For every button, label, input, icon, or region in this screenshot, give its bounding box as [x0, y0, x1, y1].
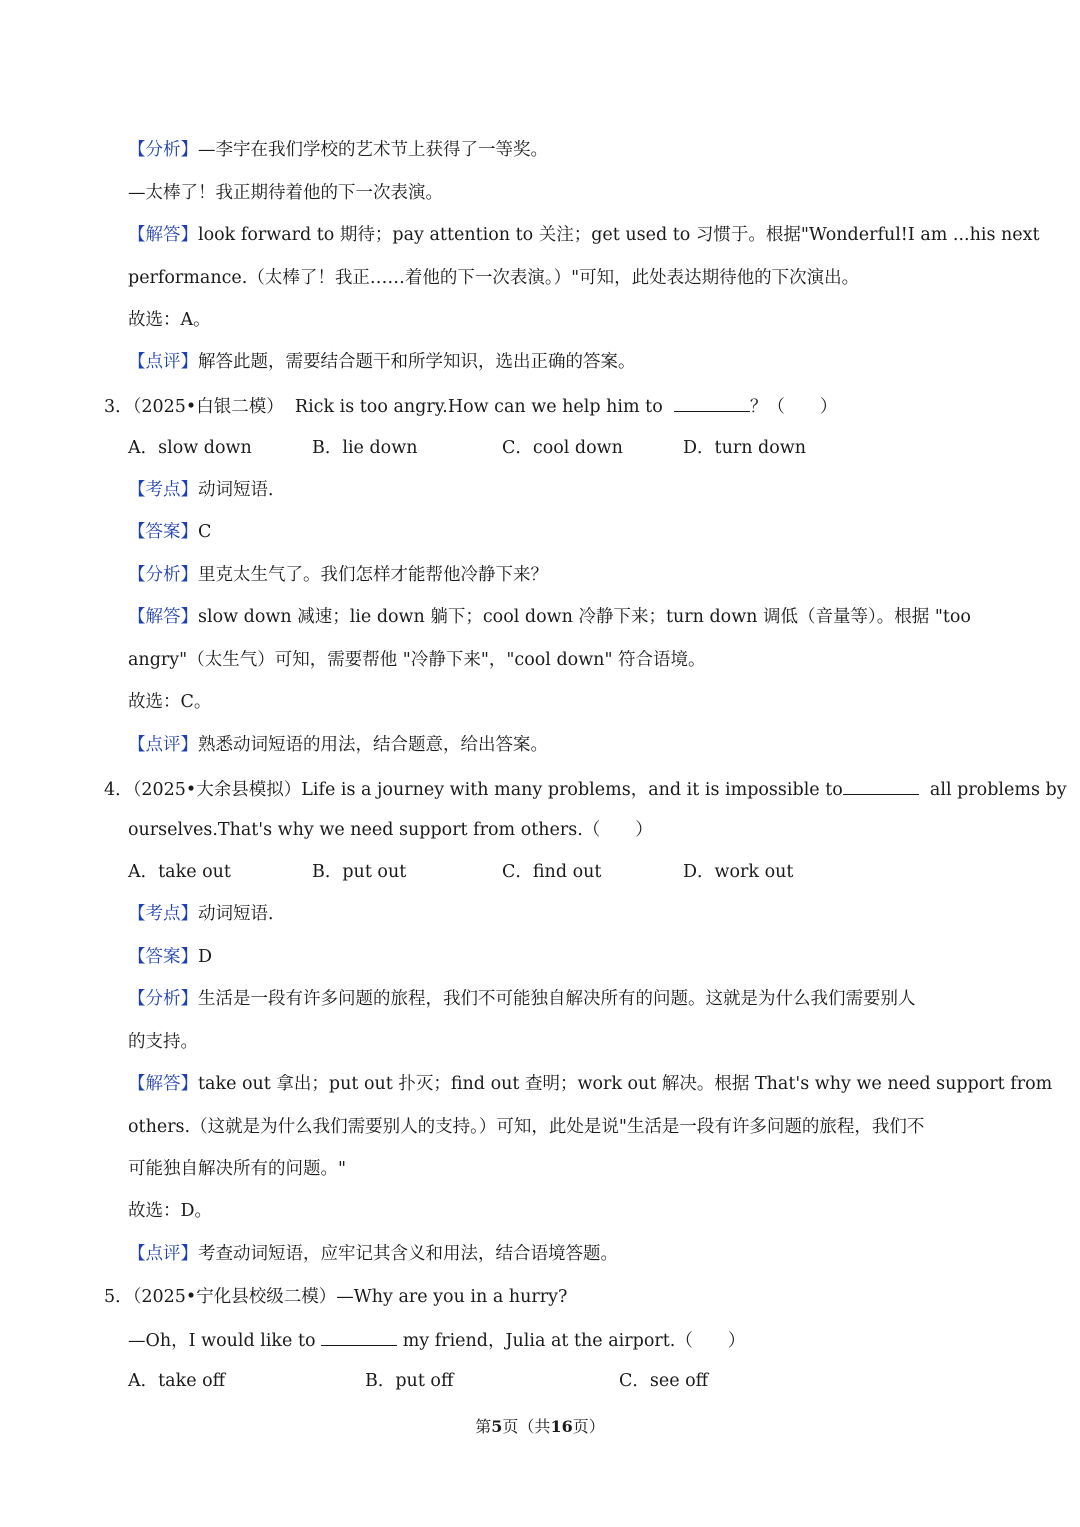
option-a: A．take off: [128, 1371, 226, 1391]
q3-answer-line: [128, 520, 988, 546]
q4-point-line: [128, 902, 988, 928]
q4-analysis-line-2: [128, 1030, 988, 1056]
footer-mid: 页（共: [502, 1417, 551, 1436]
q2-solution-line-2: [128, 266, 988, 292]
comment-tag: 【点评】: [128, 735, 198, 755]
answer-text: D: [198, 947, 213, 967]
analysis-tag: 【分析】: [128, 989, 198, 1009]
q4-solution-line-3: [128, 1157, 988, 1183]
solution-tag: 【解答】: [128, 1074, 198, 1094]
analysis-tag: 【分析】: [128, 565, 198, 585]
q3-choice: 故选：C。: [128, 692, 212, 712]
question-source: （2025•白银二模）: [132, 397, 284, 417]
solution-text: slow down 减速；lie down 躺下；cool down 冷静下来；turn down 调低（音量等）。根据 "too: [198, 607, 971, 627]
q4-solution-line-1: [128, 1072, 1053, 1098]
question-stem: —Oh，I would like to: [128, 1331, 316, 1351]
option-b: B．lie down: [312, 438, 418, 458]
q2-analysis-line: [128, 138, 988, 164]
q4-answer-line: [128, 945, 988, 971]
solution-text: 可能独自解决所有的问题。": [128, 1159, 347, 1179]
q4-choice: 故选：D。: [128, 1201, 213, 1221]
analysis-tag: 【分析】: [128, 140, 198, 160]
question-source: （2025•大余县模拟）: [132, 780, 302, 800]
q4-stem: [104, 776, 1067, 802]
question-stem: Rick is too angry.How can we help him to: [294, 397, 663, 417]
footer-prefix: 第: [475, 1417, 492, 1436]
analysis-text: 里克太生气了。我们怎样才能帮他冷静下来？: [198, 565, 548, 585]
point-tag: 【考点】: [128, 480, 198, 500]
q2-choice: 故选：A。: [128, 310, 211, 330]
page-number: 5: [491, 1417, 503, 1436]
option-b: B．put off: [365, 1371, 454, 1391]
q5-stem: [104, 1285, 964, 1311]
q2-analysis-line-2: [128, 181, 988, 207]
point-text: 动词短语．: [198, 480, 286, 500]
question-number: 3．: [104, 397, 133, 417]
question-stem: Life is a journey with many problems，and it is impossible to: [301, 780, 843, 800]
comment-text: 解答此题，需要结合题干和所学知识，选出正确的答案。: [198, 352, 636, 372]
question-stem: —Why are you in a hurry?: [336, 1287, 568, 1307]
answer-text: C: [198, 522, 212, 542]
analysis-text: —太棒了！我正期待着他的下一次表演。: [128, 183, 443, 203]
q5-stem-line-2: [128, 1327, 988, 1353]
q3-solution-line-2: [128, 648, 988, 674]
comment-tag: 【点评】: [128, 352, 198, 372]
comment-tag: 【点评】: [128, 1244, 198, 1264]
question-stem-end: all problems by: [929, 780, 1067, 800]
solution-text: others.（这就是为什么我们需要别人的支持。）可知，此处是说"生活是一段有许多问题的旅程，我们不: [128, 1117, 925, 1137]
option-d: D．work out: [683, 862, 794, 882]
q4-comment-line: [128, 1242, 988, 1268]
q3-stem: [104, 393, 964, 419]
question-number: 4．: [104, 780, 133, 800]
q4-stem-line-2: [128, 818, 988, 844]
question-stem-end: ？（ ）: [749, 397, 838, 417]
q4-options: [128, 860, 988, 886]
comment-text: 熟悉动词短语的用法，结合题意，给出答案。: [198, 735, 548, 755]
comment-text: 考查动词短语，应牢记其含义和用法，结合语境答题。: [198, 1244, 618, 1264]
option-c: C．cool down: [502, 438, 623, 458]
option-d: D．turn down: [683, 438, 807, 458]
solution-tag: 【解答】: [128, 607, 198, 627]
q4-solution-line-2: [128, 1115, 988, 1141]
question-stem-end: my friend，Julia at the airport.（ ）: [402, 1331, 746, 1351]
question-stem: ourselves.That's why we need support from others.（ ）: [128, 820, 653, 840]
solution-text: take out 拿出；put out 扑灭；find out 查明；work out 解决。根据 That's why we need support from: [198, 1074, 1053, 1094]
option-a: A．take out: [128, 862, 231, 882]
solution-text: look forward to 期待；pay attention to 关注；get used to 习惯于。根据"Wonderful!I am ...his next: [198, 225, 1040, 245]
q5-options: [128, 1369, 988, 1395]
analysis-text: 生活是一段有许多问题的旅程，我们不可能独自解决所有的问题。这就是为什么我们需要别人: [198, 989, 916, 1009]
option-b: B．put out: [312, 862, 407, 882]
answer-blank: [674, 393, 750, 412]
q4-analysis-line-1: [128, 987, 988, 1013]
q2-solution-line-1: [128, 223, 1040, 249]
point-text: 动词短语．: [198, 904, 286, 924]
answer-blank: [321, 1327, 397, 1346]
q3-solution-line-1: [128, 605, 988, 631]
solution-text: angry"（太生气）可知，需要帮他 "冷静下来"，"cool down" 符合语境。: [128, 650, 706, 670]
question-source: （2025•宁化县校级二模）: [132, 1287, 337, 1307]
option-c: C．find out: [502, 862, 602, 882]
analysis-text: —李宇在我们学校的艺术节上获得了一等奖。: [198, 140, 548, 160]
solution-text: performance.（太棒了！我正……着他的下一次表演。）"可知，此处表达期待他的下次演出。: [128, 268, 860, 288]
footer-suffix: 页）: [572, 1417, 605, 1436]
solution-tag: 【解答】: [128, 225, 198, 245]
answer-blank: [843, 776, 919, 795]
point-tag: 【考点】: [128, 904, 198, 924]
q3-analysis-line: [128, 563, 988, 589]
total-pages: 16: [550, 1417, 573, 1436]
option-a: A．slow down: [128, 438, 252, 458]
q2-comment-line: [128, 350, 988, 376]
q3-point-line: [128, 478, 988, 504]
option-c: C．see off: [619, 1371, 709, 1391]
q3-options: [128, 436, 988, 462]
page-footer: [0, 1416, 1080, 1438]
analysis-text: 的支持。: [128, 1032, 198, 1052]
question-number: 5．: [104, 1287, 133, 1307]
q3-comment-line: [128, 733, 988, 759]
answer-tag: 【答案】: [128, 522, 198, 542]
answer-tag: 【答案】: [128, 947, 198, 967]
